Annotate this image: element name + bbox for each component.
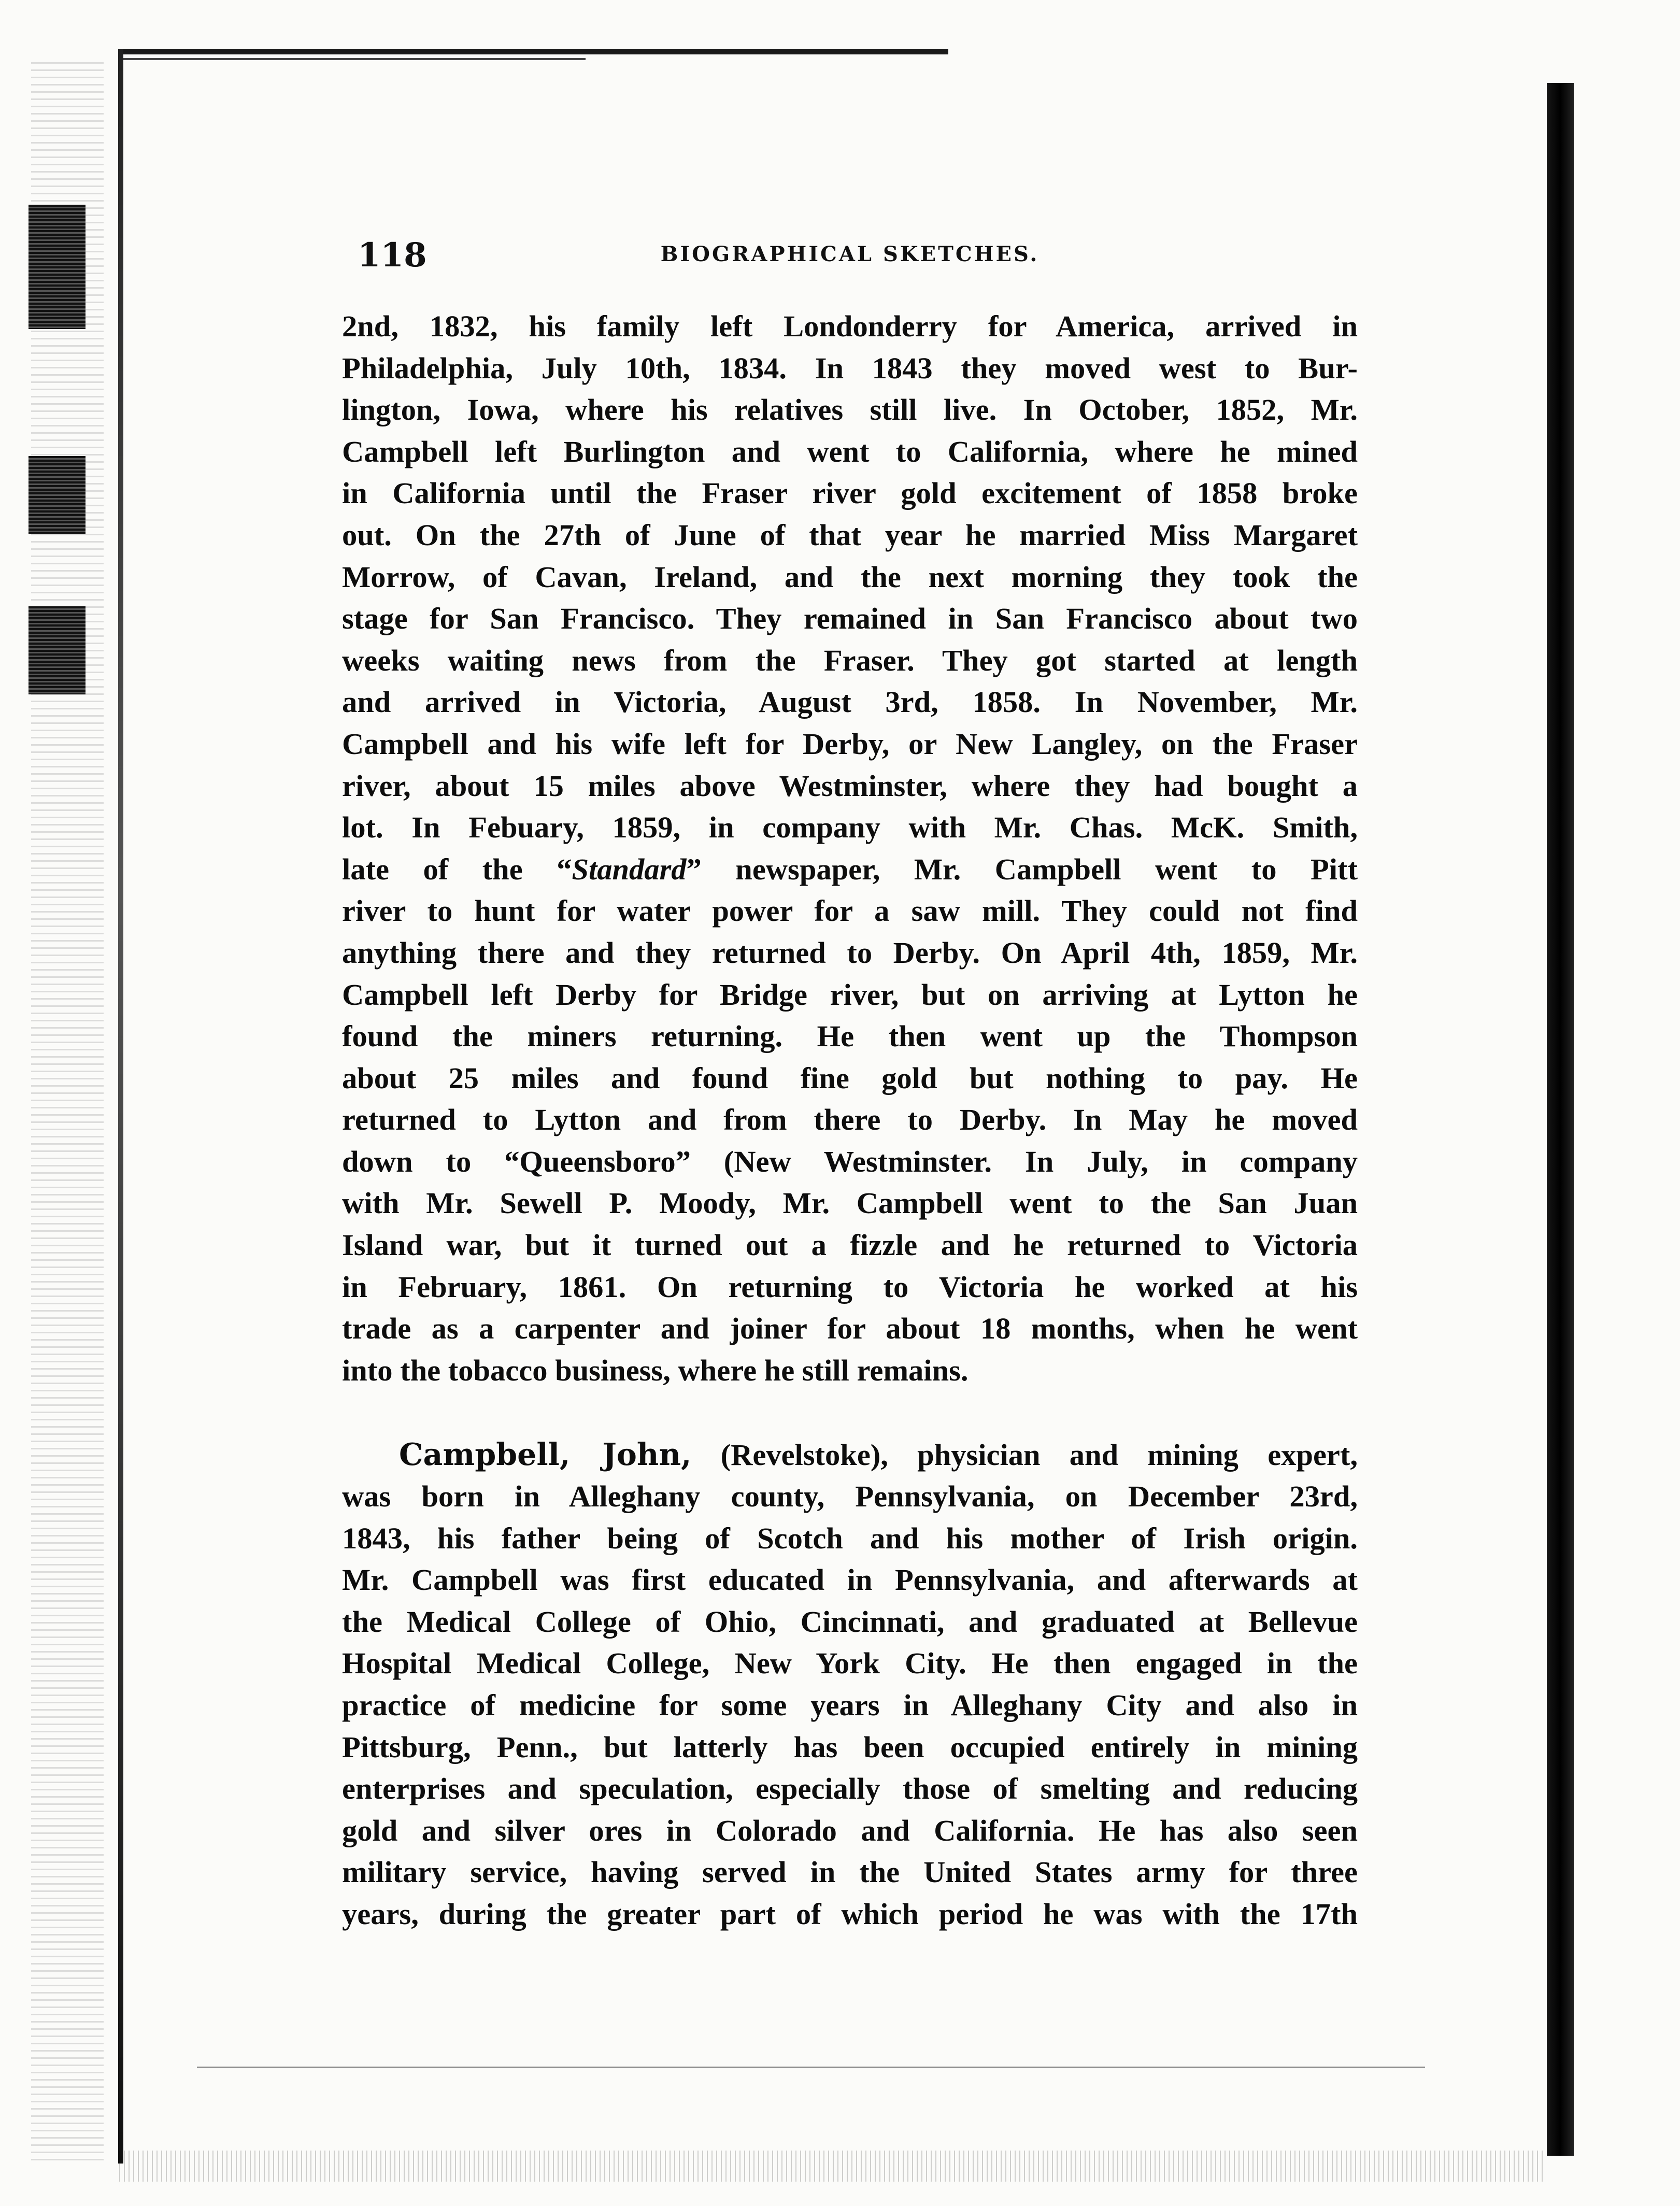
text-line: river to hunt for water power for a saw mill. They could not find (342, 894, 1358, 928)
text-line: Pittsburg, Penn., but latterly has been occupied entirely in mining (342, 1730, 1358, 1764)
text-line: lington, Iowa, where his relatives still live. In October, 1852, Mr. (342, 393, 1358, 427)
text-line: Philadelphia, July 10th, 1834. In 1843 they moved west to Bur- (342, 351, 1358, 385)
text-line: Hospital Medical College, New York City. He then engaged in the (342, 1646, 1358, 1681)
text-line: Island war, but it turned out a fizzle and he returned to Victoria (342, 1228, 1358, 1262)
text-line: Morrow, of Cavan, Ireland, and the next morning they took the (342, 560, 1358, 594)
scan-line (197, 2067, 1425, 2068)
text-line: weeks waiting news from the Fraser. They got started at length (342, 643, 1358, 677)
page-header (342, 236, 1358, 277)
body-text (342, 306, 1358, 1935)
entry-name: Campbell, John, (399, 1436, 692, 1473)
running-head: BIOGRAPHICAL SKETCHES. (660, 242, 1040, 266)
newspaper-title: Standard (572, 852, 687, 886)
text-line: returned to Lytton and from there to Derby. In May he moved (342, 1103, 1358, 1137)
text-line: out. On the 27th of June of that year he married Miss Margaret (342, 518, 1358, 552)
text-line: into the tobacco business, where he still remains. (342, 1353, 969, 1387)
text-line: the Medical College of Ohio, Cincinnati, and graduated at Bellevue (342, 1604, 1358, 1639)
text-line: lot. In Febuary, 1859, in company with Mr. Chas. McK. Smith, (342, 810, 1358, 845)
text-fragment: ” newspaper, Mr. Campbell went to Pitt (686, 852, 1358, 886)
scan-edge-right (1547, 83, 1574, 2156)
text-line: enterprises and speculation, especially those of smelting and reducing (342, 1772, 1358, 1806)
text-fragment: late of the “ (342, 852, 572, 886)
page-number: 118 (358, 236, 427, 275)
text-line: anything there and they returned to Derby. On April 4th, 1859, Mr. (342, 935, 1358, 970)
paragraph-1 (342, 306, 1358, 1391)
text-line: Campbell left Burlington and went to California, where he mined (342, 434, 1358, 468)
text-line: in February, 1861. On returning to Victoria he worked at his (342, 1270, 1358, 1304)
text-line: was born in Alleghany county, Pennsylvania, on December 23rd, (342, 1479, 1358, 1514)
text-line: and arrived in Victoria, August 3rd, 1858. In November, Mr. (342, 685, 1358, 719)
text-line: military service, having served in the United States army for three (342, 1855, 1358, 1889)
text-line: Campbell and his wife left for Derby, or New Langley, on the Fraser (342, 727, 1358, 761)
scan-edge-left (118, 49, 123, 2164)
text-line: down to “Queensboro” (New Westminster. In July, in company (342, 1144, 1358, 1178)
scan-smudge (29, 456, 86, 534)
text-line: about 25 miles and found fine gold but nothing to pay. He (342, 1061, 1358, 1095)
scan-edge-noise (31, 62, 104, 2161)
scan-smudge (29, 205, 86, 329)
scan-smudge (29, 606, 86, 694)
text-line (342, 849, 1358, 891)
text-line: stage for San Francisco. They remained in San Francisco about two (342, 602, 1358, 636)
paragraph-2 (342, 1434, 1358, 1935)
paragraph-gap (342, 1391, 1358, 1434)
text-fragment: (Revelstoke), physician and mining expert, (691, 1438, 1358, 1472)
text-line: practice of medicine for some years in Alleghany City and also in (342, 1688, 1358, 1722)
text-line: 1843, his father being of Scotch and his mother of Irish origin. (342, 1521, 1358, 1555)
text-line: trade as a carpenter and joiner for about 18 months, when he went (342, 1312, 1358, 1346)
text-line: years, during the greater part of which period he was with the 17th (342, 1897, 1358, 1931)
text-line: found the miners returning. He then went up the Thompson (342, 1019, 1358, 1054)
scan-edge-bottom (119, 2151, 1544, 2182)
text-line (342, 1434, 1358, 1476)
text-line: in California until the Fraser river gold excitement of 1858 broke (342, 476, 1358, 510)
text-line: Mr. Campbell was first educated in Pennsylvania, and afterwards at (342, 1563, 1358, 1597)
text-line: 2nd, 1832, his family left Londonderry for America, arrived in (342, 309, 1358, 343)
text-line: gold and silver ores in Colorado and California. He has also seen (342, 1813, 1358, 1847)
text-line: Campbell left Derby for Bridge river, but on arriving at Lytton he (342, 977, 1358, 1012)
text-line: with Mr. Sewell P. Moody, Mr. Campbell went to the San Juan (342, 1186, 1358, 1220)
scan-edge-top (119, 58, 586, 60)
scan-edge-top (119, 49, 948, 54)
text-line: river, about 15 miles above Westminster, where they had bought a (342, 768, 1358, 803)
